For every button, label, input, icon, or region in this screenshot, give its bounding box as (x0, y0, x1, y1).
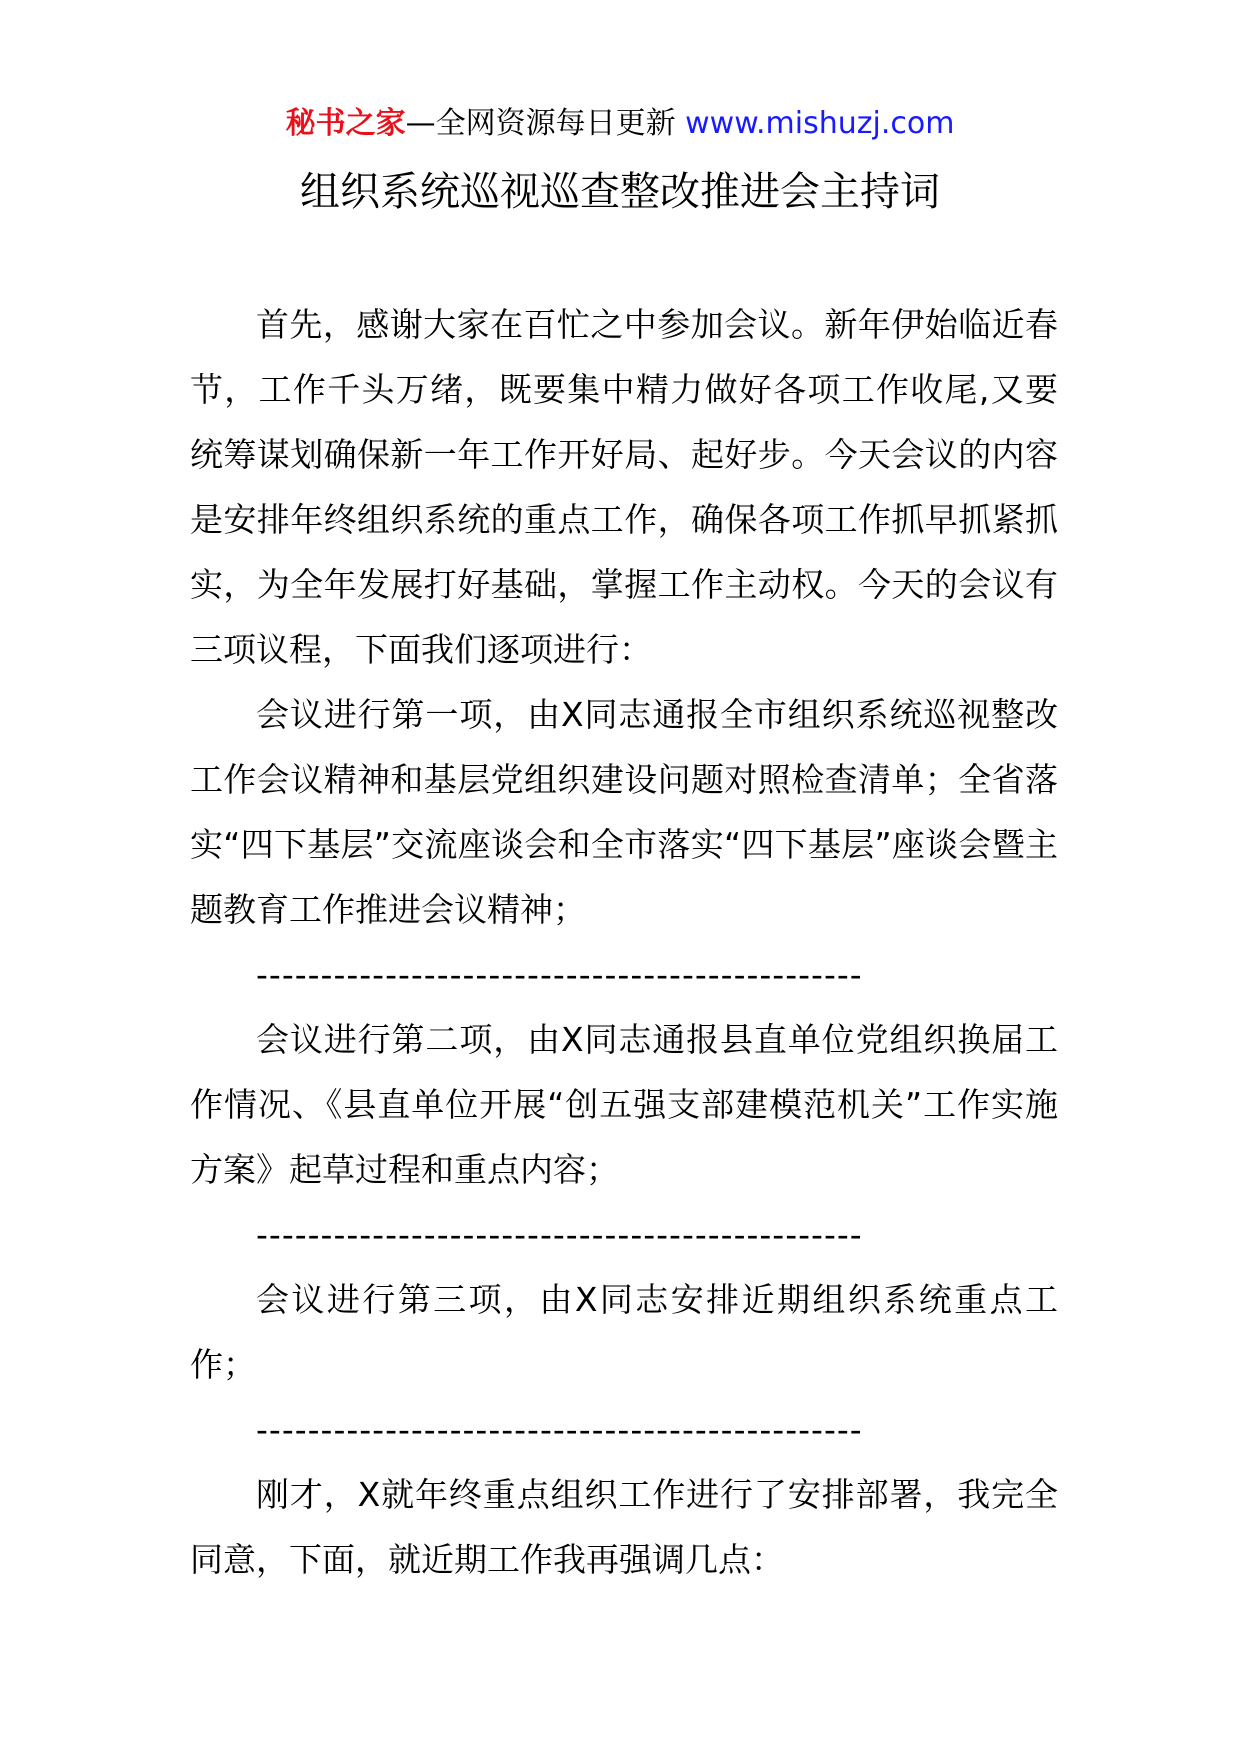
document-title: 组织系统巡视巡查整改推进会主持词 (300, 169, 940, 215)
paragraph-agenda-item-2: 会议进行第二项，由X同志通报县直单位党组织换届工作情况、《县直单位开展“创五强支部建模范机关”工作实施方案》起草过程和重点内容； (190, 1020, 1058, 1189)
site-header (0, 104, 1240, 144)
brand-name: 秘书之家 (285, 106, 406, 141)
separator-line: ----------------------------------------------- (256, 955, 863, 994)
separator-line: ----------------------------------------------- (256, 1215, 863, 1254)
paragraph-agenda-item-1: 会议进行第一项，由X同志通报全市组织系统巡视整改工作会议精神和基层党组织建设问题对照检查清单；全省落实“四下基层”交流座谈会和全市落实“四下基层”座谈会暨主题教育工作推进会议精神； (190, 695, 1058, 929)
document-body (190, 292, 1058, 1592)
paragraph-closing: 刚才，X就年终重点组织工作进行了安排部署，我完全同意，下面，就近期工作我再强调几点： (190, 1475, 1058, 1579)
paragraph-intro: 首先，感谢大家在百忙之中参加会议。新年伊始临近春节，工作千头万绪，既要集中精力做好各项工作收尾,又要统筹谋划确保新一年工作开好局、起好步。今天会议的内容是安排年终组织系统的重点工作，确保各项工作抓早抓紧抓实，为全年发展打好基础，掌握工作主动权。今天的会议有三项议程，下面我们逐项进行： (190, 305, 1058, 669)
header-tagline: —全网资源每日更新 (405, 106, 686, 141)
paragraph-agenda-item-3: 会议进行第三项，由X同志安排近期组织系统重点工作； (190, 1280, 1058, 1384)
separator-line: ----------------------------------------------- (256, 1410, 863, 1449)
site-url-link[interactable]: www.mishuzj.com (685, 106, 955, 141)
